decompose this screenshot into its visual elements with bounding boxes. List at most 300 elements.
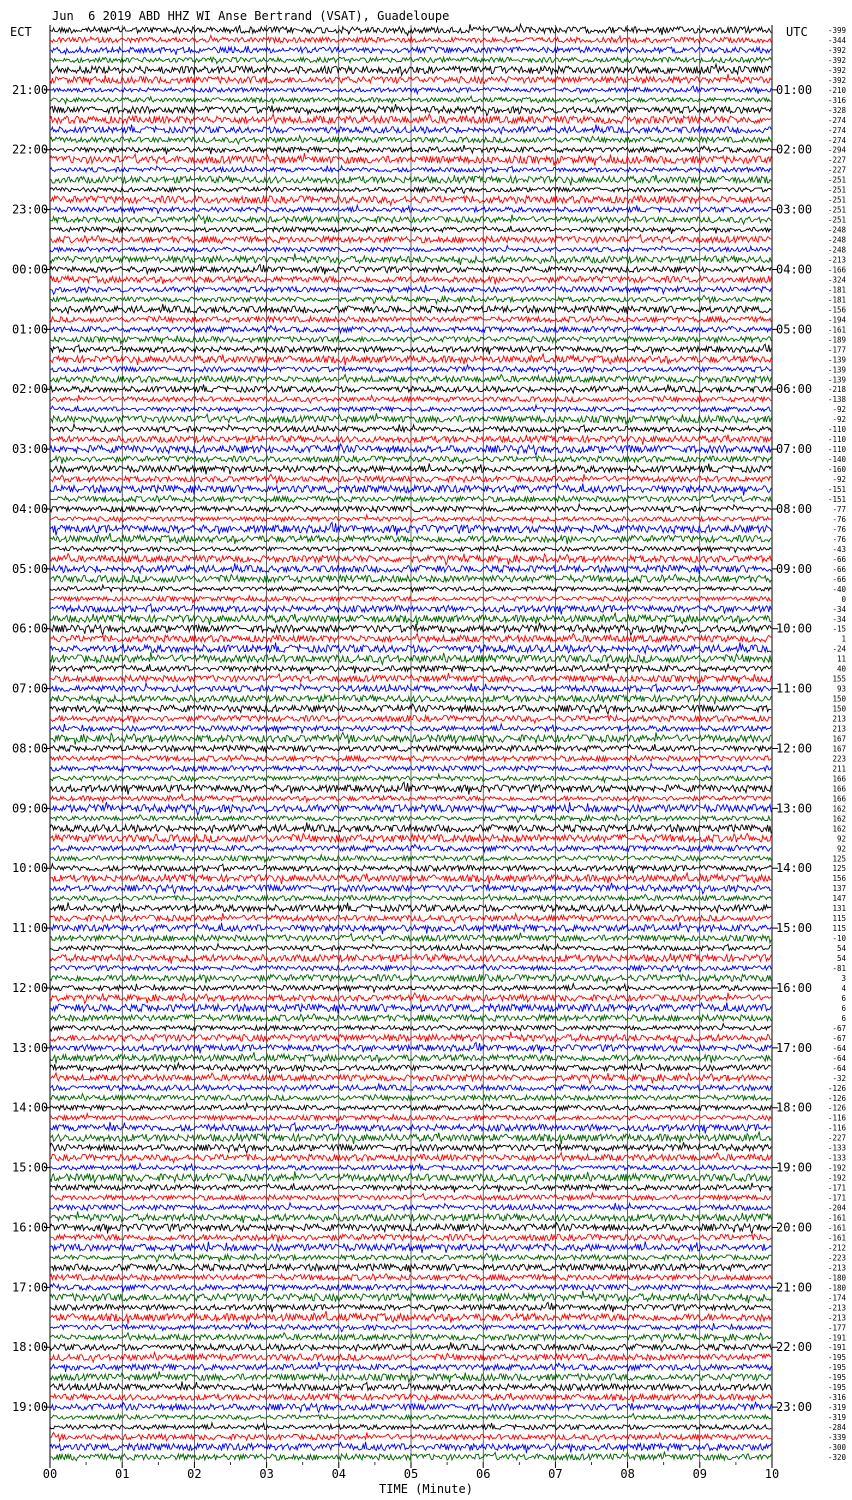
seismic-trace bbox=[50, 744, 771, 753]
right-hour-label: 08:00 bbox=[776, 502, 813, 516]
right-timezone-label: UTC bbox=[786, 25, 808, 39]
trace-offset-label: -140 bbox=[827, 455, 846, 465]
x-axis-tick-label: 07 bbox=[548, 1467, 563, 1481]
trace-offset-label: 54 bbox=[836, 954, 846, 964]
trace-offset-label: -161 bbox=[827, 325, 846, 335]
seismic-trace bbox=[50, 1352, 771, 1362]
trace-offset-label: -92 bbox=[832, 415, 846, 425]
seismic-trace bbox=[50, 872, 771, 884]
trace-offset-label: -126 bbox=[827, 1083, 846, 1093]
trace-offset-label: -192 bbox=[827, 1173, 846, 1183]
right-hour-label: 23:00 bbox=[776, 1400, 813, 1415]
trace-offset-label: 115 bbox=[832, 924, 846, 934]
trace-offset-label: -251 bbox=[827, 195, 846, 205]
left-hour-label: 16:00 bbox=[12, 1220, 49, 1235]
trace-offset-label: -64 bbox=[832, 1043, 846, 1053]
left-hour-label: 10:00 bbox=[12, 861, 49, 876]
seismic-trace bbox=[50, 1042, 771, 1053]
trace-offset-label: -227 bbox=[827, 155, 846, 165]
right-hour-label: 11:00 bbox=[776, 681, 813, 696]
seismic-trace bbox=[50, 484, 771, 496]
trace-offset-label: -274 bbox=[827, 115, 846, 125]
trace-offset-label: -192 bbox=[827, 1163, 846, 1173]
seismic-trace bbox=[50, 344, 771, 354]
right-hour-label: 19:00 bbox=[776, 1160, 813, 1175]
seismic-trace bbox=[50, 1342, 771, 1351]
seismic-trace bbox=[50, 166, 771, 172]
seismic-trace bbox=[50, 504, 771, 512]
seismic-trace bbox=[50, 64, 771, 75]
left-hour-label: 18:00 bbox=[12, 1340, 49, 1355]
seismic-trace bbox=[50, 464, 771, 475]
trace-offset-label: 223 bbox=[832, 754, 846, 764]
seismic-trace bbox=[50, 104, 771, 116]
trace-offset-label: 6 bbox=[841, 1013, 846, 1023]
seismic-trace bbox=[50, 1114, 771, 1122]
trace-offset-label: -210 bbox=[827, 85, 846, 95]
left-hour-label: 08:00 bbox=[12, 741, 49, 756]
seismic-trace bbox=[50, 1382, 771, 1391]
trace-offset-label: -92 bbox=[832, 405, 846, 415]
left-hour-label: 05:00 bbox=[12, 561, 49, 576]
trace-offset-label: 1 bbox=[841, 634, 846, 644]
seismic-trace bbox=[50, 864, 771, 873]
seismic-trace bbox=[50, 585, 771, 592]
seismic-trace bbox=[50, 1094, 771, 1101]
seismic-trace bbox=[50, 634, 771, 643]
seismic-trace bbox=[50, 515, 771, 523]
trace-offset-label: -15 bbox=[832, 624, 846, 634]
right-hour-label: 05:00 bbox=[776, 322, 813, 337]
x-axis-tick-label: 02 bbox=[187, 1467, 202, 1481]
trace-offset-label: 162 bbox=[832, 814, 846, 824]
seismic-trace bbox=[50, 1153, 771, 1163]
left-hour-label: 21:00 bbox=[12, 82, 49, 97]
seismic-trace bbox=[50, 755, 771, 762]
trace-offset-label: -324 bbox=[827, 275, 846, 285]
seismic-trace bbox=[50, 1442, 771, 1453]
seismic-trace bbox=[50, 375, 771, 383]
trace-offset-label: -339 bbox=[827, 1433, 846, 1443]
trace-offset-label: -171 bbox=[827, 1183, 846, 1193]
trace-offset-label: 162 bbox=[832, 824, 846, 834]
seismic-trace bbox=[50, 1223, 771, 1234]
trace-offset-label: 150 bbox=[832, 704, 846, 714]
seismic-trace bbox=[50, 774, 771, 782]
trace-offset-label: -177 bbox=[827, 345, 846, 355]
trace-offset-label: -139 bbox=[827, 355, 846, 365]
trace-offset-label: -227 bbox=[827, 1133, 846, 1143]
trace-offset-label: -180 bbox=[827, 1273, 846, 1283]
seismic-trace bbox=[50, 1414, 771, 1421]
trace-offset-label: 137 bbox=[832, 884, 846, 894]
trace-offset-label: -151 bbox=[827, 495, 846, 504]
trace-offset-label: -316 bbox=[827, 1393, 846, 1403]
trace-offset-label: -133 bbox=[827, 1143, 846, 1153]
seismic-trace bbox=[50, 834, 771, 843]
trace-offset-label: 125 bbox=[832, 864, 846, 874]
seismic-trace bbox=[50, 57, 771, 63]
trace-offset-label: -160 bbox=[827, 465, 846, 475]
right-hour-label: 20:00 bbox=[776, 1220, 813, 1235]
left-hour-label: 13:00 bbox=[12, 1040, 49, 1055]
seismic-trace bbox=[50, 495, 771, 503]
trace-offset-label: -126 bbox=[827, 1103, 846, 1113]
seismic-trace bbox=[50, 187, 771, 194]
seismic-trace bbox=[50, 354, 771, 366]
seismic-trace bbox=[50, 435, 771, 445]
seismic-trace bbox=[50, 554, 771, 565]
trace-offset-label: -251 bbox=[827, 185, 846, 195]
seismic-trace bbox=[50, 794, 771, 802]
trace-offset-label: -92 bbox=[832, 475, 846, 485]
seismic-trace bbox=[50, 974, 771, 983]
seismic-trace bbox=[50, 304, 771, 314]
left-hour-label: 07:00 bbox=[12, 681, 49, 696]
seismic-trace bbox=[50, 1203, 771, 1211]
seismic-trace bbox=[50, 1183, 771, 1193]
trace-offset-label: -40 bbox=[832, 584, 846, 594]
seismic-trace bbox=[50, 1132, 771, 1145]
seismic-trace bbox=[50, 802, 771, 815]
trace-offset-label: 0 bbox=[841, 594, 846, 604]
trace-offset-label: -116 bbox=[827, 1123, 846, 1133]
trace-offset-label: -195 bbox=[827, 1353, 846, 1363]
trace-offset-label: -24 bbox=[832, 644, 846, 654]
seismic-trace bbox=[50, 35, 771, 42]
seismic-trace bbox=[50, 96, 771, 104]
trace-offset-label: 115 bbox=[832, 914, 846, 924]
seismic-trace bbox=[50, 1171, 771, 1183]
left-hour-label: 02:00 bbox=[12, 382, 49, 397]
seismic-trace bbox=[50, 1452, 771, 1461]
right-hour-label: 14:00 bbox=[776, 861, 813, 876]
x-axis-label: TIME (Minute) bbox=[379, 1482, 473, 1496]
seismic-trace bbox=[50, 1291, 771, 1303]
trace-offset-label: -316 bbox=[827, 95, 846, 105]
seismic-trace bbox=[50, 823, 771, 834]
right-hour-label: 22:00 bbox=[776, 1340, 813, 1355]
right-hour-label: 09:00 bbox=[776, 561, 813, 576]
trace-offset-label: -180 bbox=[827, 1283, 846, 1293]
seismic-trace bbox=[50, 264, 771, 274]
trace-offset-label: 4 bbox=[841, 984, 846, 993]
seismic-trace bbox=[50, 894, 771, 902]
left-hour-label: 04:00 bbox=[12, 502, 49, 516]
trace-offset-label: -66 bbox=[832, 574, 846, 584]
x-axis-tick-label: 10 bbox=[764, 1467, 780, 1481]
trace-offset-label: 166 bbox=[832, 784, 846, 794]
seismic-trace bbox=[50, 1423, 771, 1430]
trace-offset-label: -274 bbox=[827, 125, 846, 135]
trace-offset-label: -191 bbox=[827, 1333, 846, 1343]
trace-offset-label: -138 bbox=[827, 395, 846, 405]
trace-offset-label: 92 bbox=[836, 844, 846, 854]
seismic-trace bbox=[50, 24, 771, 35]
trace-offset-label: 166 bbox=[832, 794, 846, 804]
trace-offset-label: 54 bbox=[836, 944, 846, 954]
trace-offset-label: -77 bbox=[832, 505, 846, 514]
seismic-trace bbox=[50, 1024, 771, 1031]
seismic-trace bbox=[50, 1014, 771, 1022]
seismic-trace bbox=[50, 285, 771, 294]
trace-offset-label: 167 bbox=[832, 744, 846, 754]
right-hour-label: 12:00 bbox=[776, 741, 813, 756]
trace-offset-label: 211 bbox=[832, 764, 846, 774]
x-axis-tick-label: 09 bbox=[692, 1467, 708, 1481]
seismic-trace bbox=[50, 704, 771, 714]
seismic-trace bbox=[50, 913, 771, 923]
seismic-trace bbox=[50, 1242, 771, 1254]
trace-offset-label: 6 bbox=[841, 1003, 846, 1013]
seismic-trace bbox=[50, 664, 771, 674]
x-axis-tick-label: 06 bbox=[475, 1467, 491, 1481]
trace-offset-label: 40 bbox=[836, 664, 846, 674]
seismic-trace bbox=[50, 715, 771, 723]
seismic-trace bbox=[50, 1432, 771, 1441]
seismic-trace bbox=[50, 235, 771, 244]
left-hour-label: 23:00 bbox=[12, 202, 49, 217]
seismic-trace bbox=[50, 815, 771, 823]
x-axis-tick-label: 08 bbox=[620, 1467, 635, 1481]
trace-offset-label: -251 bbox=[827, 215, 846, 225]
trace-offset-label: -133 bbox=[827, 1153, 846, 1163]
seismic-trace bbox=[50, 1122, 771, 1134]
trace-offset-label: -300 bbox=[827, 1443, 846, 1452]
seismic-trace bbox=[50, 1073, 771, 1083]
trace-offset-label: -76 bbox=[832, 534, 846, 544]
seismic-trace bbox=[50, 114, 771, 124]
right-hour-label: 10:00 bbox=[776, 621, 813, 636]
seismic-trace bbox=[50, 1103, 771, 1111]
seismic-trace bbox=[50, 1402, 771, 1413]
left-hour-label: 14:00 bbox=[12, 1100, 49, 1115]
trace-offset-label: -174 bbox=[827, 1293, 846, 1303]
seismic-trace bbox=[50, 922, 771, 934]
trace-offset-label: -213 bbox=[827, 1263, 846, 1273]
trace-offset-label: -161 bbox=[827, 1233, 846, 1243]
seismic-trace bbox=[50, 652, 771, 664]
trace-offset-label: -66 bbox=[832, 564, 846, 574]
seismic-trace bbox=[50, 1393, 771, 1402]
trace-offset-label: -177 bbox=[827, 1323, 846, 1333]
trace-offset-label: -392 bbox=[827, 75, 846, 85]
trace-offset-label: -392 bbox=[827, 45, 846, 55]
seismic-trace bbox=[50, 944, 771, 951]
trace-offset-label: 131 bbox=[832, 904, 846, 914]
seismic-trace bbox=[50, 933, 771, 943]
trace-offset-label: -126 bbox=[827, 1093, 846, 1103]
seismic-trace bbox=[50, 1083, 771, 1091]
seismic-trace bbox=[50, 1253, 771, 1262]
seismic-trace bbox=[50, 254, 771, 265]
seismic-trace bbox=[50, 673, 771, 684]
trace-offset-label: -64 bbox=[832, 1063, 846, 1073]
seismic-trace bbox=[50, 953, 771, 963]
seismic-trace bbox=[50, 316, 771, 323]
right-hour-label: 02:00 bbox=[776, 142, 813, 157]
trace-offset-label: -319 bbox=[827, 1403, 846, 1413]
seismic-trace bbox=[50, 1274, 771, 1281]
seismic-trace bbox=[50, 413, 771, 424]
left-timezone-label: ECT bbox=[10, 25, 32, 39]
seismic-trace bbox=[50, 883, 771, 894]
trace-offset-label: -195 bbox=[827, 1373, 846, 1383]
trace-offset-label: -110 bbox=[827, 435, 846, 445]
trace-offset-label: 93 bbox=[836, 684, 846, 694]
right-hour-label: 07:00 bbox=[776, 442, 813, 457]
left-hour-label: 01:00 bbox=[12, 322, 49, 337]
trace-offset-label: -32 bbox=[832, 1073, 846, 1083]
seismic-trace bbox=[50, 984, 771, 993]
right-hour-label: 01:00 bbox=[776, 82, 813, 97]
trace-offset-label: -248 bbox=[827, 235, 846, 245]
seismic-trace bbox=[50, 545, 771, 553]
seismic-trace bbox=[50, 1052, 771, 1063]
seismic-trace bbox=[50, 145, 771, 154]
seismic-trace bbox=[50, 136, 771, 144]
trace-offset-label: 166 bbox=[832, 774, 846, 784]
trace-offset-label: -76 bbox=[832, 524, 846, 534]
seismic-trace bbox=[50, 424, 771, 432]
seismic-trace bbox=[50, 1311, 771, 1324]
seismic-trace bbox=[50, 326, 771, 333]
seismic-trace bbox=[50, 993, 771, 1004]
seismic-trace bbox=[50, 125, 771, 134]
trace-offset-label: -399 bbox=[827, 26, 846, 35]
trace-offset-label: -66 bbox=[832, 554, 846, 564]
seismic-trace bbox=[50, 764, 771, 772]
seismic-trace bbox=[50, 1264, 771, 1272]
right-hour-label: 06:00 bbox=[776, 382, 813, 397]
seismic-trace bbox=[50, 384, 771, 393]
seismic-trace bbox=[50, 276, 771, 285]
trace-offset-label: -110 bbox=[827, 445, 846, 455]
trace-offset-label: -139 bbox=[827, 375, 846, 385]
trace-offset-label: -213 bbox=[827, 1303, 846, 1313]
trace-offset-label: -392 bbox=[827, 65, 846, 75]
trace-offset-label: -116 bbox=[827, 1113, 846, 1123]
trace-offset-label: -181 bbox=[827, 285, 846, 295]
seismic-trace bbox=[50, 1234, 771, 1243]
seismic-trace bbox=[50, 902, 771, 912]
trace-offset-label: -251 bbox=[827, 175, 846, 185]
trace-offset-label: 6 bbox=[841, 994, 846, 1003]
seismic-trace bbox=[50, 1323, 771, 1332]
trace-offset-label: -319 bbox=[827, 1413, 846, 1423]
trace-offset-label: -151 bbox=[827, 485, 846, 494]
seismic-trace bbox=[50, 1002, 771, 1013]
seismic-trace bbox=[50, 365, 771, 374]
trace-offset-label: -344 bbox=[827, 36, 846, 45]
seismic-trace bbox=[50, 732, 771, 744]
seismic-trace bbox=[50, 643, 771, 654]
left-hour-label: 17:00 bbox=[12, 1280, 49, 1295]
left-hour-label: 03:00 bbox=[12, 442, 49, 457]
trace-offset-label: -81 bbox=[832, 964, 846, 973]
trace-offset-label: -67 bbox=[832, 1033, 846, 1043]
left-hour-label: 09:00 bbox=[12, 801, 49, 816]
trace-offset-label: -392 bbox=[827, 55, 846, 65]
seismic-trace bbox=[50, 965, 771, 972]
trace-offset-label: -218 bbox=[827, 385, 846, 395]
seismic-trace bbox=[50, 1284, 771, 1291]
trace-offset-label: -284 bbox=[827, 1423, 846, 1433]
chart-title: Jun 6 2019 ABD HHZ WI Anse Bertrand (VSAT), Guadeloupe bbox=[52, 9, 450, 23]
trace-offset-label: 213 bbox=[832, 724, 846, 734]
trace-offset-label: 11 bbox=[836, 654, 846, 664]
trace-offset-label: -110 bbox=[827, 425, 846, 435]
trace-offset-label: 147 bbox=[832, 894, 846, 904]
trace-offset-label: 213 bbox=[832, 714, 846, 724]
right-hour-label: 15:00 bbox=[776, 921, 813, 936]
seismic-trace bbox=[50, 1333, 771, 1343]
trace-offset-label: -43 bbox=[832, 544, 846, 554]
trace-offset-label: -213 bbox=[827, 1313, 846, 1323]
left-hour-label: 06:00 bbox=[12, 621, 49, 636]
left-hour-label: 12:00 bbox=[12, 981, 49, 995]
seismic-trace bbox=[50, 724, 771, 733]
trace-offset-label: -328 bbox=[827, 105, 846, 115]
trace-offset-label: -161 bbox=[827, 1213, 846, 1223]
seismic-trace bbox=[50, 683, 771, 692]
seismic-trace bbox=[50, 1164, 771, 1171]
trace-offset-label: 125 bbox=[832, 854, 846, 864]
trace-offset-label: -10 bbox=[832, 934, 846, 944]
seismic-trace bbox=[50, 522, 771, 535]
seismic-trace bbox=[50, 596, 771, 603]
seismic-trace bbox=[50, 1193, 771, 1200]
trace-offset-label: -320 bbox=[827, 1453, 846, 1462]
trace-offset-label: -223 bbox=[827, 1253, 846, 1263]
seismic-trace bbox=[50, 474, 771, 483]
seismic-trace bbox=[50, 533, 771, 544]
seismic-trace bbox=[50, 226, 771, 234]
left-hour-label: 15:00 bbox=[12, 1160, 49, 1175]
seismic-trace bbox=[50, 1362, 771, 1372]
trace-offset-label: -213 bbox=[827, 255, 846, 265]
trace-offset-label: 155 bbox=[832, 674, 846, 684]
seismic-trace bbox=[50, 1032, 771, 1044]
seismic-trace bbox=[50, 295, 771, 303]
trace-offset-label: -194 bbox=[827, 315, 846, 325]
seismic-trace bbox=[50, 1302, 771, 1312]
trace-offset-label: -171 bbox=[827, 1193, 846, 1203]
seismic-trace bbox=[50, 196, 771, 206]
seismic-trace bbox=[50, 574, 771, 582]
seismic-trace bbox=[50, 395, 771, 403]
x-axis-tick-label: 00 bbox=[42, 1467, 58, 1481]
right-hour-label: 03:00 bbox=[776, 202, 813, 217]
left-hour-label: 19:00 bbox=[12, 1400, 49, 1415]
trace-offset-label: -195 bbox=[827, 1383, 846, 1393]
seismic-trace bbox=[50, 694, 771, 704]
trace-offset-label: -212 bbox=[827, 1243, 846, 1253]
trace-offset-label: -64 bbox=[832, 1053, 846, 1063]
right-hour-label: 16:00 bbox=[776, 981, 813, 995]
seismic-trace bbox=[50, 215, 771, 225]
trace-offset-label: -204 bbox=[827, 1203, 846, 1213]
trace-offset-label: 162 bbox=[832, 804, 846, 814]
trace-offset-label: -251 bbox=[827, 205, 846, 215]
trace-offset-label: 150 bbox=[832, 694, 846, 704]
seismic-trace bbox=[50, 563, 771, 574]
seismic-trace bbox=[50, 855, 771, 862]
seismic-trace bbox=[50, 456, 771, 464]
trace-offset-label: -76 bbox=[832, 515, 846, 524]
seismic-trace bbox=[50, 74, 771, 85]
right-hour-label: 17:00 bbox=[776, 1040, 813, 1055]
